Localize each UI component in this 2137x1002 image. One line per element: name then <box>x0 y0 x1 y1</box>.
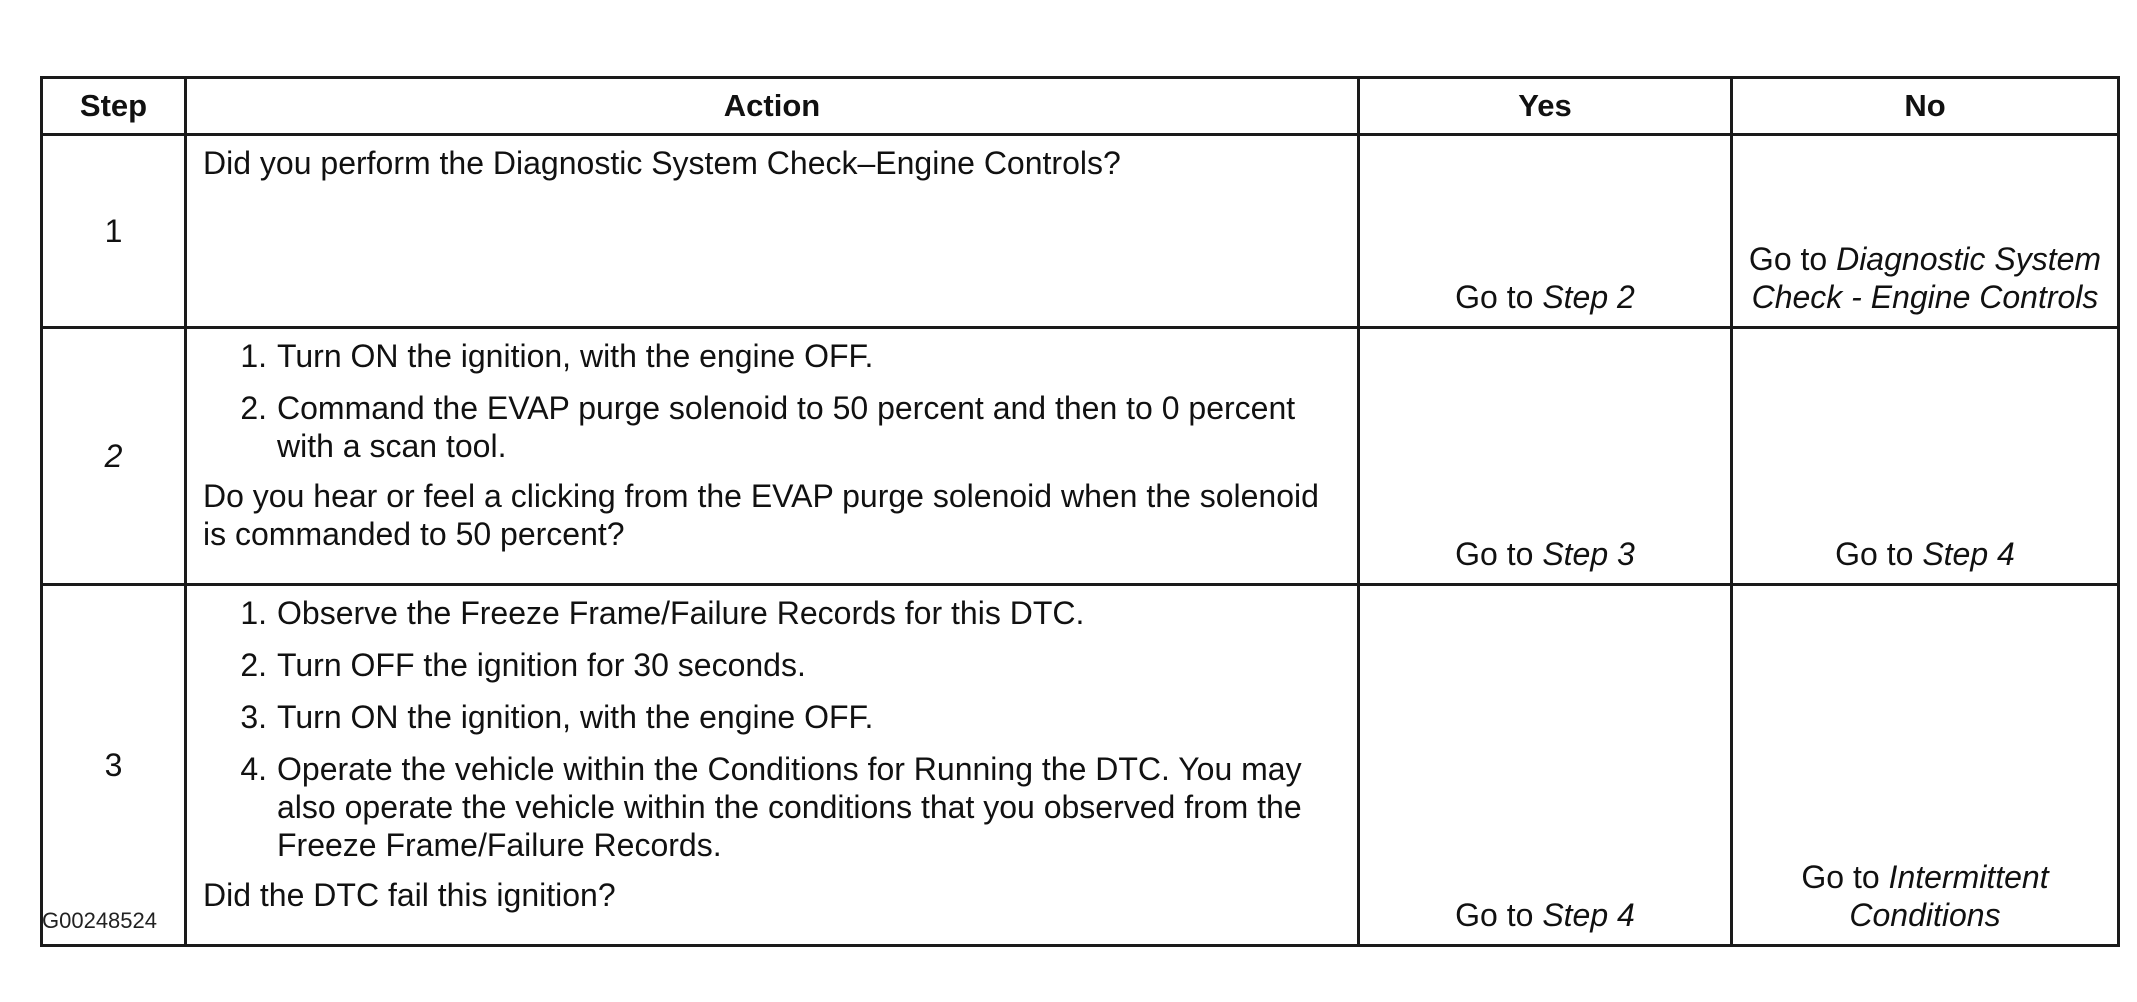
substep-text: Operate the vehicle within the Conditions for Running the DTC. You may also operate the vehicle within the conditions that you observed from the Freeze Frame/Failure Records. <box>277 751 1302 863</box>
substep-number: 2. <box>240 390 267 426</box>
header-row <box>42 78 2119 135</box>
substep-list <box>203 594 1341 864</box>
header-no: No <box>1732 78 2119 135</box>
table-row <box>42 328 2119 585</box>
list-item <box>203 337 1341 375</box>
substep-text: Turn ON the ignition, with the engine OFF. <box>277 699 874 735</box>
substep-number: 3. <box>240 699 267 735</box>
substep-number: 4. <box>240 751 267 787</box>
no-target-link[interactable]: Step 4 <box>1922 536 2015 572</box>
table-row <box>42 585 2119 946</box>
substep-number: 2. <box>240 647 267 683</box>
action-question: Did you perform the Diagnostic System Check–Engine Controls? <box>203 145 1121 181</box>
yes-cell <box>1359 328 1732 585</box>
action-cell <box>186 585 1359 946</box>
action-question: Did the DTC fail this ignition? <box>203 877 616 913</box>
no-cell <box>1732 585 2119 946</box>
yes-prefix: Go to <box>1455 279 1543 315</box>
yes-cell <box>1359 585 1732 946</box>
substep-list <box>203 337 1341 465</box>
header-action: Action <box>186 78 1359 135</box>
list-item <box>203 698 1341 736</box>
substep-number: 1. <box>240 595 267 631</box>
list-item <box>203 646 1341 684</box>
no-cell <box>1732 328 2119 585</box>
action-cell <box>186 135 1359 328</box>
yes-target-link[interactable]: Step 4 <box>1542 897 1635 933</box>
yes-prefix: Go to <box>1455 536 1543 572</box>
substep-number: 1. <box>240 338 267 374</box>
yes-target-link[interactable]: Step 2 <box>1542 279 1635 315</box>
no-target-link[interactable]: Intermittent Conditions <box>1849 859 2049 933</box>
no-prefix: Go to <box>1748 241 1837 277</box>
substep-text: Command the EVAP purge solenoid to 50 percent and then to 0 percent with a scan tool. <box>277 390 1296 464</box>
yes-cell <box>1359 135 1732 328</box>
list-item <box>203 594 1341 632</box>
header-yes: Yes <box>1359 78 1732 135</box>
list-item <box>203 750 1341 864</box>
no-prefix: Go to <box>1835 536 1923 572</box>
diagnostic-document <box>40 76 2117 947</box>
yes-prefix: Go to <box>1455 897 1543 933</box>
step-number: 2 <box>42 328 186 585</box>
diagnostic-table <box>40 76 2120 947</box>
header-step: Step <box>42 78 186 135</box>
table-row <box>42 135 2119 328</box>
list-item <box>203 389 1341 465</box>
action-question: Do you hear or feel a clicking from the EVAP purge solenoid when the solenoid is commanded to 50 percent? <box>203 478 1319 552</box>
substep-text: Observe the Freeze Frame/Failure Records for this DTC. <box>277 595 1085 631</box>
yes-target-link[interactable]: Step 3 <box>1542 536 1635 572</box>
step-number: 3 <box>42 585 186 946</box>
step-number: 1 <box>42 135 186 328</box>
substep-text: Turn OFF the ignition for 30 seconds. <box>277 647 806 683</box>
no-prefix: Go to <box>1801 859 1889 895</box>
no-cell <box>1732 135 2119 328</box>
no-target-link[interactable]: Diagnostic System Check - Engine Controls <box>1751 241 2102 315</box>
figure-code: G00248524 <box>42 908 157 933</box>
action-cell <box>186 328 1359 585</box>
substep-text: Turn ON the ignition, with the engine OFF. <box>277 338 874 374</box>
